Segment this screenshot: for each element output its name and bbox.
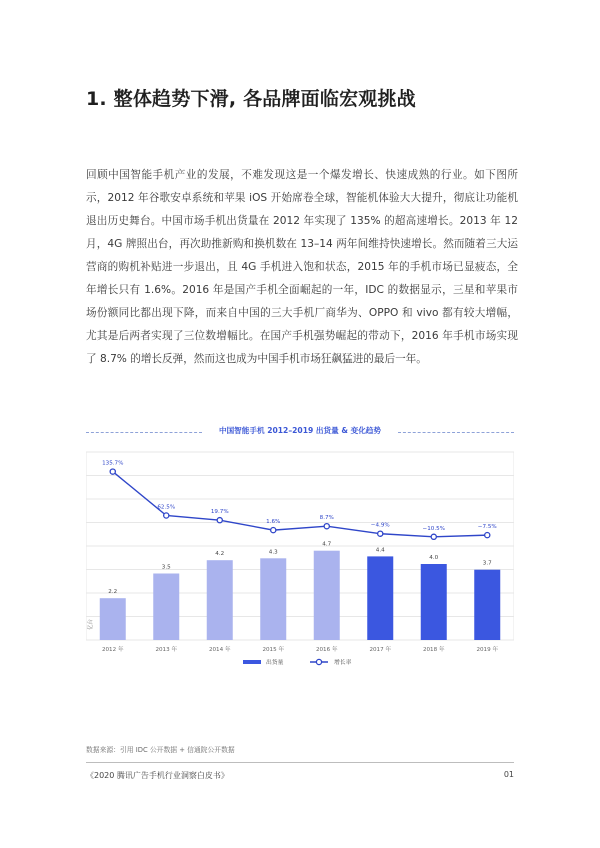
x-tick-label: 2018 年 (422, 647, 445, 653)
growth-value-label: 1.6% (266, 519, 281, 526)
legend-bar-swatch (243, 660, 261, 664)
growth-point (110, 469, 115, 474)
bar-2015 年 (260, 558, 286, 640)
growth-value-label: 8.7% (319, 515, 334, 522)
bar-value-label: 4.4 (375, 547, 385, 554)
bar-2014 年 (207, 560, 233, 640)
bar-value-label: 4.7 (322, 541, 332, 548)
bar-2013 年 (153, 574, 179, 641)
growth-value-label: 62.5% (157, 504, 176, 511)
x-tick-label: 2013 年 (155, 647, 178, 653)
bar-value-label: 4.2 (215, 551, 225, 558)
data-source-note: 数据来源：引用 IDC 公开数据 + 信通院公开数据 (86, 746, 235, 754)
legend-bar-label: 出货量 (266, 660, 284, 666)
bar-value-label: 4.0 (429, 555, 439, 561)
growth-point (431, 534, 436, 539)
paragraph-text: 回顾中国智能手机产业的发展，不难发现这是一个爆发增长、快速成熟的行业。如下图所示，2012 年谷歌安卓系统和苹果 iOS 开始席卷全球，智能机体验大大提升，彻底让功能机退出历史舞台。中国市场手机出货量在 2012 年实现了 135% 的超高速增长。2013 年 12 月，4G 牌照出台，再次助推新购和换机数在 13–14 两年间维持快速增长。然而随着三大运营商的购机补贴进一步退出，且 4G 手机进入饱和状态，2015 年的手机市场已显疲态，全年增长只有 1.6%。2016 年是国产手机全面崛起的一年，IDC 的数据显示，三星和苹果市场份额同比都出现下降，而来自中国的三大手机厂商华为、OPPO 和 vivo 都有较大增幅，尤其是后两者实现了三位数增幅比。在国产手机强势崛起的带动下，2016 年手机市场实现了 8.7% 的增长反弹，然而这也成为中国手机市场狂飙猛进的最后一年。 (86, 169, 518, 365)
bar-value-label: 4.3 (268, 549, 278, 556)
x-tick-label: 2016 年 (315, 647, 338, 653)
x-tick-label: 2019 年 (476, 647, 499, 653)
growth-point (271, 528, 276, 533)
growth-point (217, 518, 222, 523)
chart-caption-bar (86, 425, 514, 439)
page-number: 01 (503, 770, 514, 779)
chart-caption: 中国智能手机 2012–2019 出货量 & 变化趋势 (219, 426, 381, 435)
bar-2017 年 (367, 556, 393, 640)
section-heading: 1. 整体趋势下滑, 各品牌面临宏观挑战 (86, 88, 416, 110)
bar-value-label: 2.2 (108, 589, 118, 596)
legend-line-label: 增长率 (334, 660, 352, 666)
growth-value-label: −4.9% (370, 522, 390, 529)
x-tick-label: 2012 年 (101, 647, 124, 653)
x-tick-label: 2017 年 (369, 647, 392, 653)
bar-value-label: 3.7 (482, 560, 492, 567)
footer-divider (86, 762, 514, 763)
bar-2018 年 (421, 564, 447, 640)
bar-2012 年 (100, 598, 126, 640)
growth-point (378, 531, 383, 536)
growth-point (485, 533, 490, 538)
intro-paragraph (86, 164, 518, 371)
x-tick-label: 2014 年 (208, 647, 231, 653)
x-tick-label: 2015 年 (262, 647, 285, 653)
growth-value-label: −10.5% (422, 525, 445, 532)
growth-point (164, 513, 169, 518)
footer-title: 《2020 腾讯广告手机行业洞察白皮书》 (86, 771, 229, 780)
legend-line-marker (316, 659, 321, 664)
growth-point (324, 524, 329, 529)
growth-value-label: 135.7% (102, 460, 124, 467)
bar-2016 年 (314, 551, 340, 640)
shipment-growth-chart (86, 448, 514, 678)
growth-value-label: 19.7% (210, 509, 229, 516)
bar-value-label: 3.5 (161, 564, 171, 571)
bar-2019 年 (474, 570, 500, 640)
y-axis-label: 亿台 (88, 618, 94, 630)
growth-value-label: −7.5% (477, 524, 497, 531)
